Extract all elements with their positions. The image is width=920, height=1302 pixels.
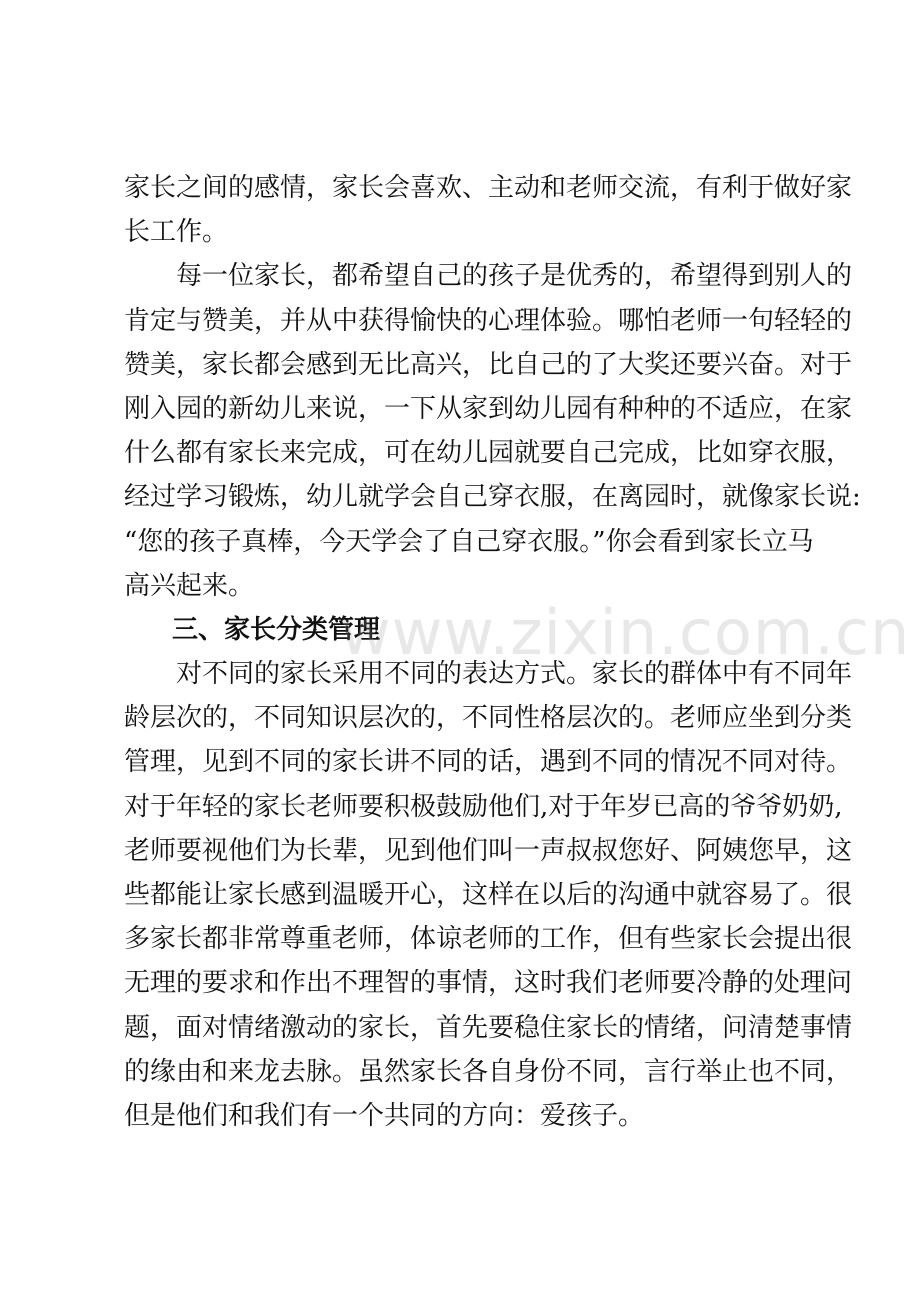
text-line: 老师要视他们为长辈，见到他们叫一声叔叔您好、阿姨您早，这 — [124, 835, 853, 866]
text-line: 的缘由和来龙去脉。虽然家长各自身份不同，言行举止也不同， — [124, 1056, 853, 1087]
text-line: 刚入园的新幼儿来说，一下从家到幼儿园有种种的不适应，在家 — [124, 393, 853, 424]
text-line: 些都能让家长感到温暖开心，这样在以后的沟通中就容易了。很 — [124, 880, 853, 910]
text-line: 对不同的家长采用不同的表达方式。家长的群体中有不同年 — [176, 659, 853, 690]
text-line: 多家长都非常尊重老师，体谅老师的工作，但有些家长会提出很 — [124, 924, 853, 955]
section-heading: 三、家长分类管理 — [172, 614, 381, 645]
text-line: 赞美，家长都会感到无比高兴，比自己的了大奖还要兴奋。对于 — [124, 349, 853, 380]
text-line: 高兴起来。 — [124, 570, 255, 601]
text-line: 无理的要求和作出不理智的事情，这时我们老师要冷静的处理问 — [124, 968, 853, 999]
text-line: 每一位家长，都希望自己的孩子是优秀的，希望得到别人的 — [176, 261, 853, 292]
text-line: 但是他们和我们有一个共同的方向：爱孩子。 — [124, 1100, 645, 1131]
paragraph-3 — [124, 652, 853, 1138]
paragraph-1 — [124, 166, 853, 254]
text-line: 肯定与赞美，并从中获得愉快的心理体验。哪怕老师一句轻轻的 — [124, 305, 853, 336]
text-line: 什么都有家长来完成，可在幼儿园就要自己完成，比如穿衣服， — [124, 438, 853, 469]
paragraph-2 — [124, 254, 861, 608]
text-line: 经过学习锻炼，幼儿就学会自己穿衣服，在离园时，就像家长说: — [124, 482, 861, 513]
text-line: 对于年轻的家长老师要积极鼓励他们,对于年岁已高的爷爷奶奶, — [124, 791, 843, 822]
document-body — [124, 166, 861, 1138]
text-line: 管理，见到不同的家长讲不同的话，遇到不同的情况不同对待。 — [124, 747, 853, 778]
text-line: 家长之间的感情，家长会喜欢、主动和老师交流，有利于做好家 — [124, 173, 853, 203]
text-line: 龄层次的，不同知识层次的，不同性格层次的。老师应坐到分类 — [124, 703, 853, 734]
text-line: 长工作。 — [124, 217, 229, 248]
text-line: “您的孩子真棒，今天学会了自己穿衣服。”你会看到家长立马 — [124, 526, 814, 557]
watermark-text: www.zixin.com.cn — [340, 596, 911, 669]
text-line: 题，面对情绪激动的家长，首先要稳住家长的情绪，问清楚事情 — [124, 1012, 853, 1043]
